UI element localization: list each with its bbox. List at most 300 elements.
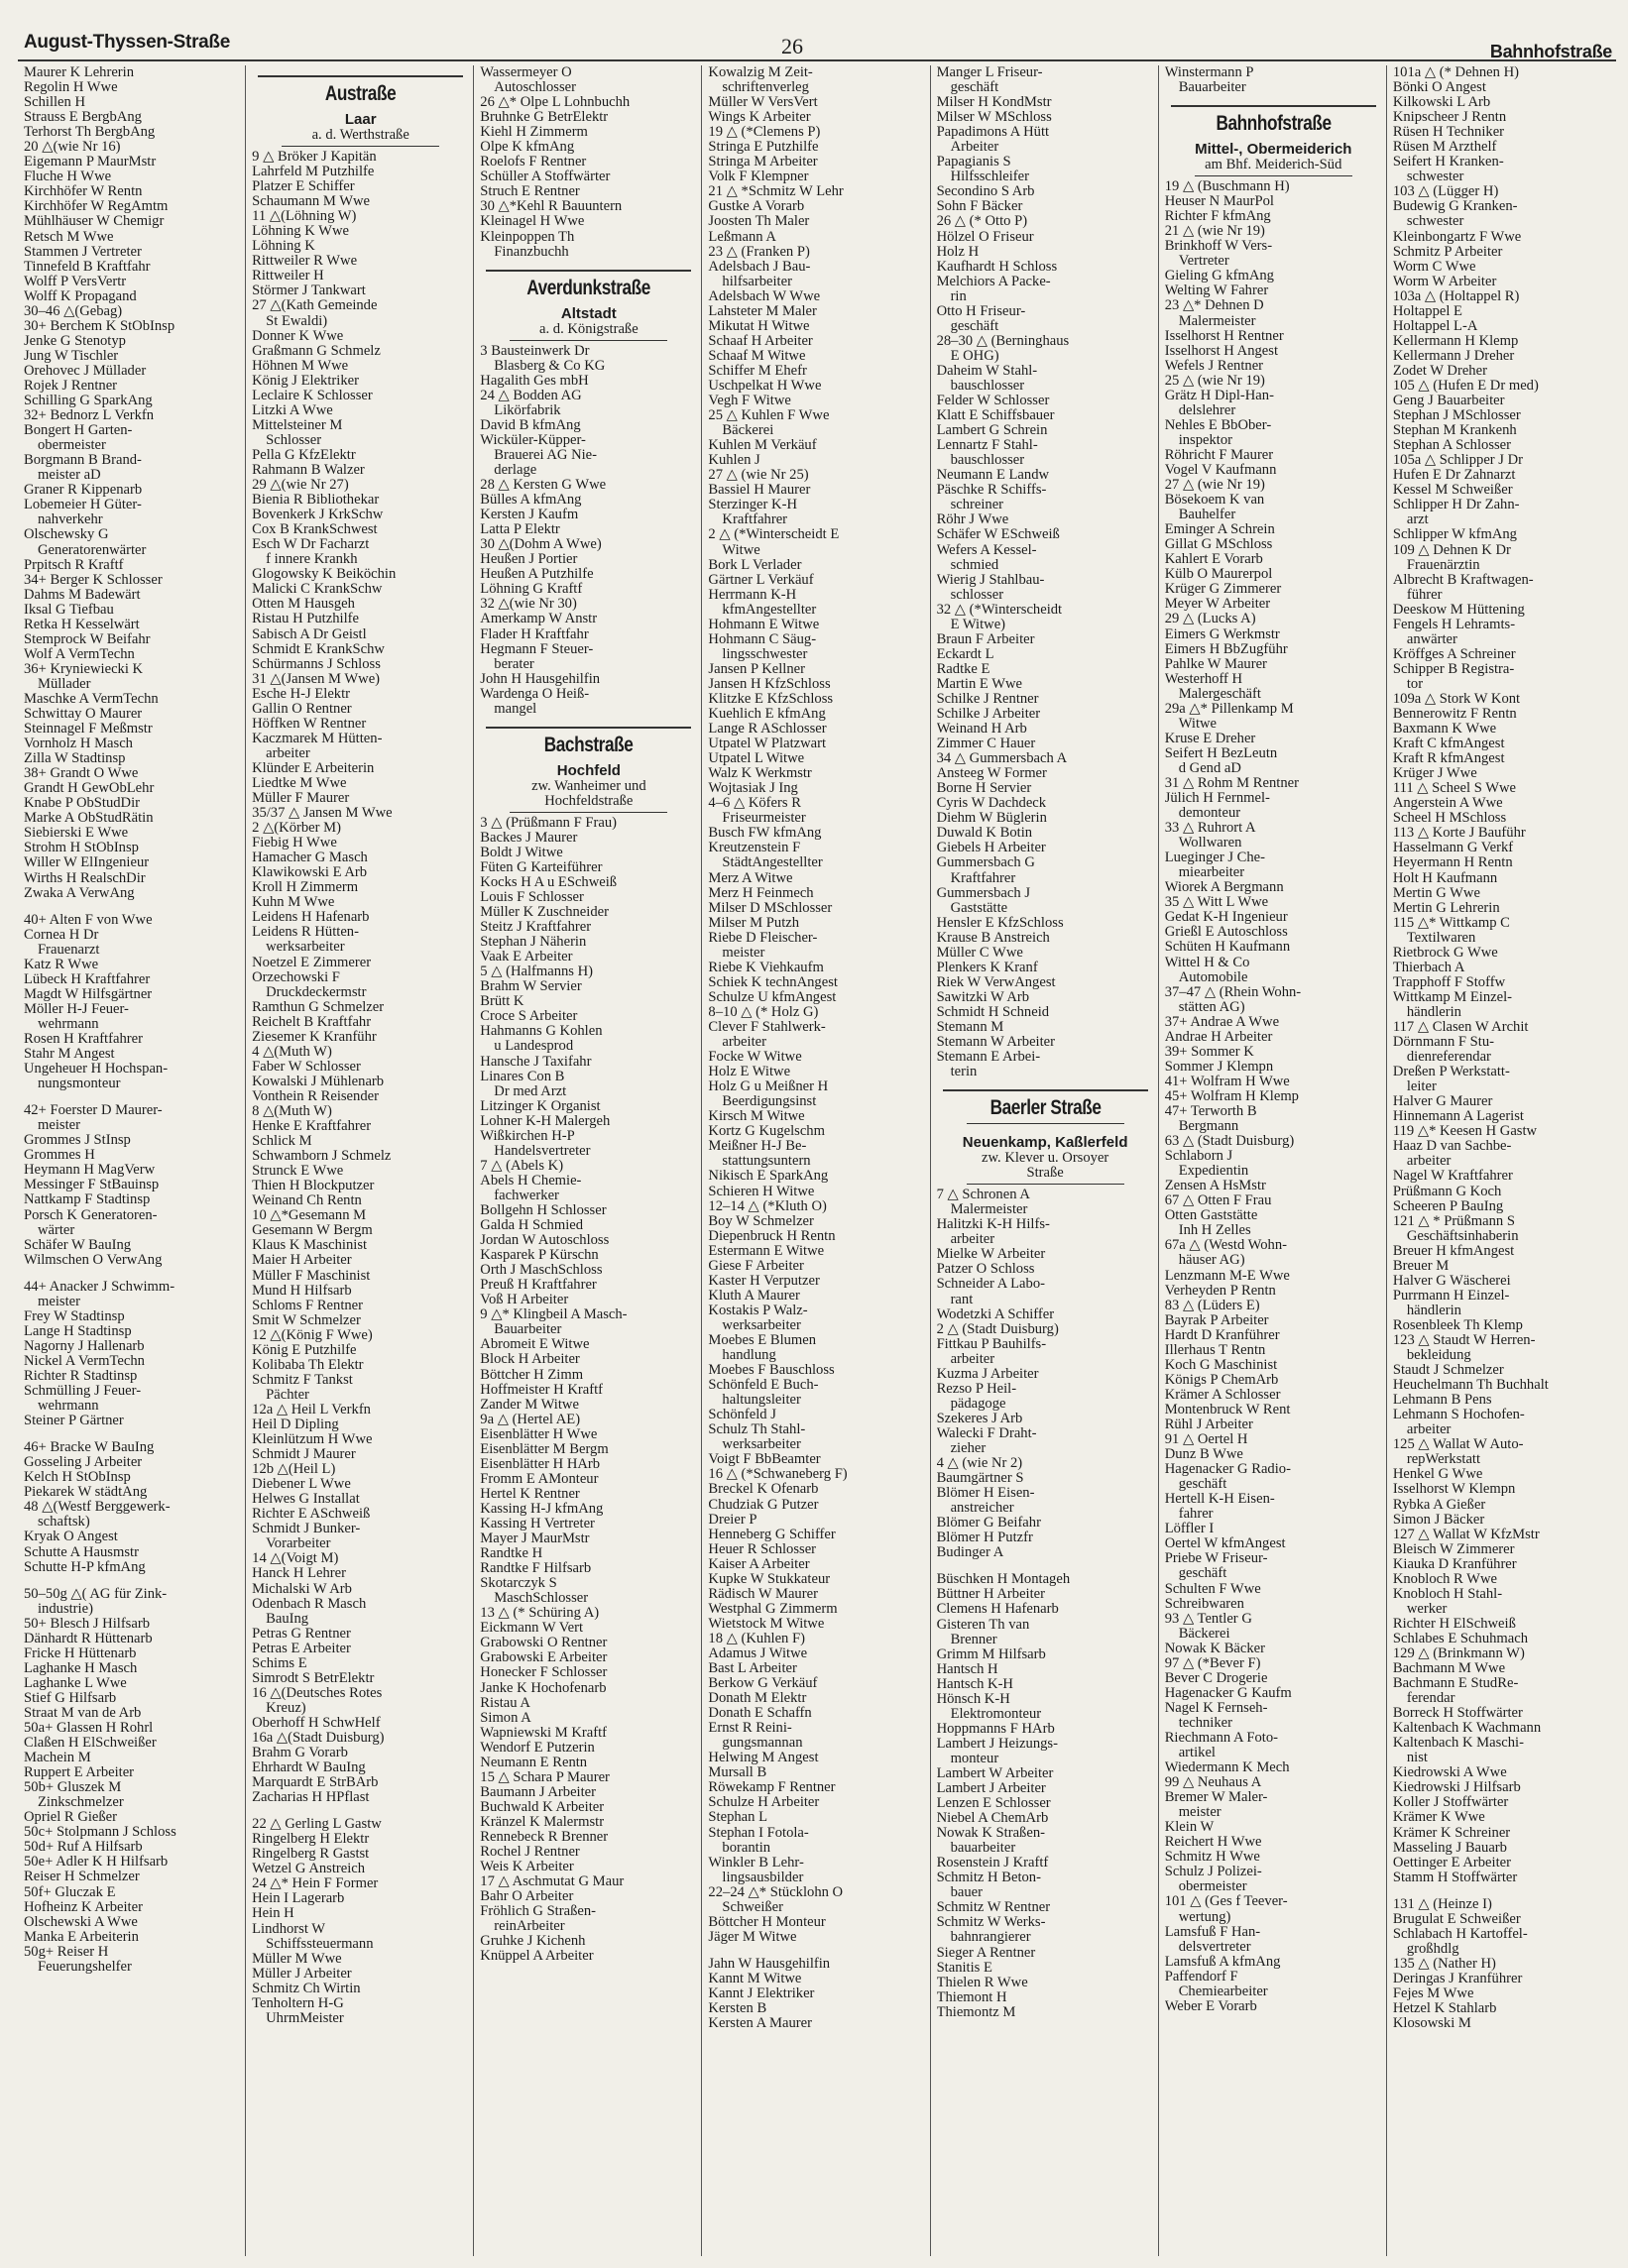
directory-entry: Hagenacker G Radio- [1164, 1462, 1291, 1478]
directory-entry: Schmidt E KrankSchw [252, 641, 385, 657]
directory-entry: Riebe K Viehkaufm [708, 960, 824, 975]
directory-entry: 20 △(wie Nr 16) [24, 140, 121, 156]
directory-entry: 111 △ Scheel S Wwe [1392, 781, 1517, 797]
directory-entry: Riechmann A Foto- [1164, 1730, 1279, 1746]
directory-entry: Rochel J Rentner [480, 1845, 580, 1861]
directory-entry: Kraft C kfmAngest [1392, 737, 1505, 752]
entry-continuation: kfmAngestellter [722, 602, 817, 618]
directory-entry: Kersten J Kaufm [480, 508, 579, 523]
directory-entry: Holz H [936, 244, 980, 260]
directory-entry: Rittweiler H [252, 269, 324, 284]
directory-entry: Adamus J Witwe [708, 1645, 808, 1661]
directory-entry: Lamsfuß F Han- [1164, 1924, 1261, 1940]
entry-continuation: Druckdeckermstr [266, 984, 367, 1000]
directory-entry: Klatt E Schiffsbauer [936, 408, 1055, 424]
spacer [1393, 1885, 1610, 1897]
directory-entry: Brahm W Servier [480, 979, 582, 995]
directory-entry: Stemprock W Beifahr [24, 631, 151, 647]
entry-continuation: anwärter [1406, 631, 1457, 647]
directory-entry: 9 △* Klingbeil A Masch- [480, 1307, 628, 1323]
street-location: Hochfeldstraße [544, 792, 634, 809]
directory-entry: Stief G Hilfsarb [24, 1690, 117, 1706]
directory-entry: Maier H Arbeiter [252, 1253, 352, 1269]
directory-entry: Breuer M [1392, 1258, 1450, 1274]
street-underline [967, 1123, 1124, 1124]
directory-entry: Jülich H Fernmel- [1164, 791, 1270, 807]
directory-entry: Nattkamp F Stadtinsp [24, 1192, 151, 1208]
directory-entry: Retsch M Wwe [24, 229, 114, 245]
directory-entry: Knobloch R Wwe [1392, 1571, 1497, 1587]
entry-continuation: leiter [1406, 1079, 1437, 1095]
directory-entry: Isselhorst H Angest [1164, 343, 1279, 359]
directory-entry: Siebierski E Wwe [24, 826, 129, 842]
directory-entry: 29 △(wie Nr 27) [252, 478, 349, 494]
entry-continuation: wärter [38, 1222, 75, 1238]
directory-entry: Wirths H RealschDir [24, 870, 146, 886]
entry-continuation: Wollwaren [1178, 836, 1242, 851]
directory-entry: Schlipper H Dr Zahn- [1392, 498, 1520, 513]
entry-continuation: Finanzbuchh [494, 244, 569, 260]
directory-entry: Schönfeld J [708, 1408, 776, 1423]
directory-entry: Maurer K Lehrerin [24, 65, 135, 80]
directory-entry: Pahlke W Maurer [1164, 656, 1267, 672]
directory-entry: Amerkamp W Anstr [480, 612, 598, 627]
entry-continuation: Friseurmeister [722, 811, 806, 827]
entry-continuation: großhdlg [1406, 1941, 1459, 1957]
directory-entry: Ungeheuer H Hochspan- [24, 1062, 169, 1077]
entry-continuation: werker [1406, 1601, 1448, 1617]
directory-entry: Linares Con B [480, 1069, 565, 1084]
directory-entry: Kowalzig M Zeit- [708, 65, 813, 80]
directory-entry: 103a △ (Holtappel R) [1392, 288, 1520, 304]
directory-entry: Kupke W Stukkateur [708, 1571, 831, 1587]
directory-entry: Hagenacker G Kaufm [1164, 1685, 1292, 1701]
directory-entry: 19 △ (Buschmann H) [1164, 179, 1290, 195]
entry-continuation: arbeiter [722, 1035, 766, 1051]
directory-entry: Deeskow M Hüttening [1392, 602, 1525, 618]
directory-entry: Stringa E Putzhilfe [708, 140, 819, 156]
directory-entry: 119 △* Keesen H Gastw [1392, 1124, 1538, 1140]
directory-entry: Donner K Wwe [252, 328, 344, 344]
directory-entry: Wendorf E Putzerin [480, 1740, 595, 1756]
directory-entry: Hansche J Taxifahr [480, 1054, 592, 1070]
directory-entry: Gustke A Vorarb [708, 199, 805, 215]
directory-entry: 41+ Wolfram H Wwe [1164, 1074, 1290, 1089]
entry-continuation: Geschäftsinhaberin [1406, 1228, 1519, 1244]
directory-entry: Steiner P Gärtner [24, 1414, 124, 1429]
directory-entry: 37–47 △ (Rhein Wohn- [1164, 984, 1302, 1000]
entry-continuation: rant [950, 1292, 974, 1307]
directory-entry: Otten M Hausgeh [252, 597, 355, 613]
directory-entry: 3 △ (Prüßmann F Frau) [480, 815, 617, 831]
entry-continuation: Brenner [950, 1632, 997, 1647]
directory-entry: Bayrak P Arbeiter [1164, 1312, 1269, 1328]
directory-entry: Hohmann C Säug- [708, 631, 817, 647]
directory-entry: König E Putzhilfe [252, 1342, 357, 1358]
entry-continuation: bahnrangierer [950, 1930, 1031, 1946]
directory-entry: Büttner H Arbeiter [936, 1587, 1045, 1603]
directory-entry: Ziesemer K Kranführ [252, 1029, 377, 1045]
directory-entry: Walecki F Draht- [936, 1425, 1037, 1441]
directory-entry: Neumann E Rentn [480, 1755, 588, 1770]
directory-entry: Terhorst Th BergbAng [24, 125, 156, 141]
directory-entry: Chudziak G Putzer [708, 1497, 819, 1513]
entry-continuation: arbeiter [1406, 1422, 1452, 1438]
entry-continuation: BauIng [266, 1611, 309, 1627]
entry-continuation: meister [38, 1294, 80, 1309]
directory-entry: Odenbach R Masch [252, 1596, 367, 1612]
directory-entry: Brugulat E Schweißer [1392, 1911, 1521, 1927]
directory-entry: Zilla W Stadtinsp [24, 751, 126, 767]
directory-entry: Roelofs F Rentner [480, 155, 587, 170]
directory-entry: Wassermeyer O [480, 65, 572, 80]
entry-continuation: Expedientin [1178, 1164, 1249, 1180]
directory-entry: Lenzen E Schlosser [936, 1796, 1051, 1812]
directory-entry: Weber E Vorarb [1164, 1998, 1257, 2014]
entry-continuation: bauschlosser [950, 453, 1025, 469]
entry-continuation: werksarbeiter [266, 940, 345, 956]
directory-entry: Sabisch A Dr Geistl [252, 626, 367, 642]
directory-entry: Busch FW kfmAng [708, 826, 822, 842]
directory-entry: Holtappel L-A [1392, 318, 1478, 334]
entry-continuation: Arbeiter [950, 140, 999, 156]
directory-entry: 2 △ (*Winterscheidt E [708, 527, 840, 543]
directory-entry: Müller F Maurer [252, 791, 350, 807]
directory-entry: 38+ Grandt O Wwe [24, 766, 139, 782]
street-underline [510, 812, 667, 813]
directory-entry: Holz G u Meißner H [708, 1079, 829, 1095]
directory-entry: Milser D MSchlosser [708, 900, 833, 916]
entry-continuation: reinArbeiter [494, 1919, 565, 1935]
entry-continuation: geschäft [950, 318, 999, 334]
directory-entry: 28–30 △ (Berninghaus [936, 333, 1070, 349]
directory-entry: Worm C Wwe [1392, 259, 1476, 275]
directory-entry: Thien H Blockputzer [252, 1179, 375, 1194]
directory-entry: Grießl E Autoschloss [1164, 925, 1288, 941]
directory-entry: Vonthein R Reisender [252, 1088, 379, 1104]
entry-continuation: Gaststätte [950, 900, 1008, 916]
directory-entry: 121 △ * Prüßmann S [1392, 1213, 1515, 1229]
directory-entry: Hagalith Ges mbH [480, 373, 589, 389]
directory-entry: Wiorek A Bergmann [1164, 880, 1284, 896]
directory-entry: Kaster H Verputzer [708, 1273, 820, 1289]
entry-continuation: werksarbeiter [722, 1437, 801, 1453]
directory-entry: Staudt J Schmelzer [1392, 1363, 1504, 1379]
directory-entry: Dreier P [708, 1512, 757, 1528]
directory-entry: Orth J MaschSchloss [480, 1263, 603, 1279]
directory-entry: 50e+ Adler K H Hilfsarb [24, 1855, 169, 1871]
directory-entry: Moebes F Bauschloss [708, 1363, 835, 1379]
directory-entry: Hahmanns G Kohlen [480, 1024, 603, 1040]
directory-entry: 32+ Bednorz L Verkfn [24, 408, 155, 424]
directory-entry: 12 △(König F Wwe) [252, 1327, 373, 1343]
directory-entry: 50b+ Gluszek M [24, 1780, 122, 1796]
entry-continuation: industrie) [38, 1601, 93, 1617]
directory-entry: Blömer H Putzfr [936, 1531, 1033, 1546]
directory-entry: Steitz J Kraftfahrer [480, 920, 592, 936]
directory-entry: Wierig J Stahlbau- [936, 572, 1045, 588]
directory-entry: 91 △ Oertel H [1164, 1432, 1248, 1448]
directory-entry: Priebe W Friseur- [1164, 1551, 1268, 1567]
directory-entry: Klein W [1164, 1820, 1215, 1836]
directory-entry: Litzki A Wwe [252, 402, 333, 418]
directory-entry: Fiebig H Wwe [252, 836, 337, 851]
directory-entry: Schlabach H Kartoffel- [1392, 1926, 1528, 1942]
directory-entry: Kreutzenstein F [708, 841, 801, 856]
directory-entry: Hofheinz K Arbeiter [24, 1899, 143, 1915]
directory-entry: Niebel A ChemArb [936, 1811, 1049, 1827]
directory-entry: Krüger J Wwe [1392, 766, 1477, 782]
directory-entry: Kessel M Schweißer [1392, 483, 1513, 499]
directory-entry: Nagorny J Hallenarb [24, 1338, 145, 1354]
directory-entry: 8 △(Muth W) [252, 1104, 332, 1119]
directory-entry: Louis F Schlosser [480, 890, 584, 906]
directory-entry: Rahmann B Walzer [252, 462, 365, 478]
directory-entry: Päschke R Schiffs- [936, 483, 1047, 499]
directory-entry: 27 △(Kath Gemeinde [252, 298, 378, 314]
directory-entry: 34 △ Gummersbach A [936, 751, 1068, 767]
directory-entry: Messinger F StBauinsp [24, 1178, 160, 1193]
directory-entry: Papadimons A Hütt [936, 125, 1050, 141]
directory-entry: Schüten H Kaufmann [1164, 940, 1291, 956]
directory-entry: Löhning K Wwe [252, 224, 349, 240]
directory-entry: Schiffer M Ehefr [708, 363, 807, 379]
directory-entry: Grandt H GewObLehr [24, 781, 155, 797]
directory-entry: 29 △ (Lucks A) [1164, 612, 1256, 627]
directory-entry: Baumann J Arbeiter [480, 1784, 597, 1800]
directory-entry: Jäger M Witwe [708, 1929, 797, 1945]
entry-continuation: Vertreter [1178, 254, 1229, 270]
directory-entry: Kahlert E Vorarb [1164, 552, 1263, 568]
page-number: 26 [781, 34, 803, 58]
directory-entry: Stemann M [936, 1020, 1004, 1035]
entry-continuation: Schweißer [722, 1899, 784, 1915]
entry-continuation: rin [950, 288, 967, 304]
directory-entry: 39+ Sommer K [1164, 1044, 1254, 1060]
district-name: Neuenkamp, Kaßlerfeld [962, 1134, 1128, 1152]
entry-continuation: UhrmMeister [266, 2010, 344, 2026]
directory-entry: Gillat G MSchloss [1164, 537, 1273, 553]
directory-entry: Rennebeck R Brenner [480, 1829, 609, 1845]
directory-entry: 99 △ Neuhaus A [1164, 1775, 1262, 1791]
directory-entry: Kocks H A u ESchweiß [480, 874, 618, 890]
directory-entry: 23 △* Dehnen D [1164, 298, 1264, 314]
directory-entry: 4–6 △ Köfers R [708, 796, 801, 812]
directory-entry: Opriel R Gießer [24, 1810, 118, 1826]
directory-entry: 37+ Andrae A Wwe [1164, 1014, 1280, 1030]
directory-entry: Stemann W Arbeiter [936, 1035, 1055, 1051]
directory-entry: Röhr J Wwe [936, 512, 1009, 528]
directory-entry: Schlipper W kfmAng [1392, 527, 1517, 543]
directory-entry: Schönfeld E Buch- [708, 1378, 819, 1394]
entry-continuation: Frauenärztin [1406, 557, 1480, 573]
directory-entry: Braun F Arbeiter [936, 631, 1035, 647]
directory-entry: Reiser H Schmelzer [24, 1870, 140, 1885]
directory-entry: Strunck E Wwe [252, 1164, 344, 1180]
directory-entry: Manger L Friseur- [936, 65, 1043, 80]
entry-continuation: handlung [722, 1348, 776, 1364]
spacer [24, 1428, 241, 1440]
directory-entry: Fromm E AMonteur [480, 1471, 599, 1487]
directory-entry: Hegmann F Steuer- [480, 641, 594, 657]
entry-continuation: meister [38, 1118, 80, 1134]
entry-continuation: Malergeschäft [1178, 686, 1261, 702]
directory-entry: Oertel W kfmAngest [1164, 1536, 1286, 1552]
directory-entry: 31 △(Jansen M Wwe) [252, 671, 381, 687]
directory-entry: Schilke J Arbeiter [936, 707, 1041, 723]
entry-continuation: Kraftfahrer [950, 870, 1016, 886]
directory-entry: Machein M [24, 1751, 91, 1766]
directory-entry: Stephan A Schlosser [1392, 438, 1512, 454]
entry-continuation: ferendar [1406, 1691, 1455, 1707]
directory-entry: Tinnefeld B Kraftfahr [24, 259, 151, 275]
directory-entry: Schmitz Ch Wirtin [252, 1981, 361, 1996]
directory-entry: Eckardt L [936, 646, 994, 662]
directory-entry: 35/37 △ Jansen M Wwe [252, 806, 393, 822]
entry-continuation: zieher [950, 1440, 987, 1456]
directory-entry: Milser H KondMstr [936, 95, 1052, 111]
directory-entry: 18 △ (Kuhlen F) [708, 1631, 805, 1646]
directory-entry: Henneberg G Schiffer [708, 1527, 836, 1542]
directory-entry: Esch W Dr Facharzt [252, 537, 370, 553]
directory-entry: Richter E ASchweiß [252, 1507, 371, 1523]
directory-entry: Jahn W Hausgehilfin [708, 1956, 831, 1972]
directory-entry: Gallin O Rentner [252, 701, 352, 717]
street-heading [1165, 105, 1382, 176]
directory-entry: Lübeck H Kraftfahrer [24, 971, 151, 987]
directory-entry: Mund H Hilfsarb [252, 1283, 352, 1299]
directory-entry: Böttcher H Monteur [708, 1914, 826, 1930]
directory-entry: Grabowski O Rentner [480, 1636, 608, 1651]
spacer [24, 1575, 241, 1587]
directory-entry: Magdt W Hilfsgärtner [24, 986, 153, 1002]
entry-continuation: schmied [950, 557, 999, 573]
entry-continuation: Bergmann [1178, 1119, 1239, 1135]
entry-continuation: delsvertreter [1178, 1939, 1251, 1955]
directory-entry: Prüßmann G Koch [1392, 1184, 1502, 1199]
directory-entry: Orzechowski F [252, 969, 340, 985]
directory-entry: Abels H Chemie- [480, 1173, 582, 1189]
directory-entry: 25 △ (wie Nr 19) [1164, 373, 1265, 389]
directory-entry: 46+ Bracke W BauIng [24, 1440, 155, 1456]
directory-entry: 13 △ (* Schüring A) [480, 1606, 600, 1622]
directory-entry: Herrmann K-H [708, 587, 797, 603]
directory-entry: Kirsch M Witwe [708, 1109, 805, 1125]
entry-continuation: geschäft [1178, 1477, 1227, 1493]
directory-entry: Jung W Tischler [24, 348, 119, 364]
directory-entry: Kaltenbach K Maschi- [1392, 1736, 1524, 1752]
directory-entry: Kortz G Kugelschm [708, 1124, 825, 1140]
directory-entry: Orehovec J Müllader [24, 363, 147, 379]
column-5 [930, 65, 1158, 2256]
directory-entry: Adelsbach J Bau- [708, 259, 811, 275]
directory-entry: 23 △ (Franken P) [708, 244, 810, 260]
directory-entry: Struch E Rentner [480, 184, 580, 200]
entry-continuation: meister aD [38, 468, 101, 484]
directory-entry: Regolin H Wwe [24, 80, 118, 96]
directory-entry: Richter R Stadtinsp [24, 1368, 138, 1384]
entry-continuation: Autoschlosser [494, 80, 576, 96]
street-name: Bachstraße [544, 733, 634, 756]
entry-continuation: haltungsleiter [722, 1393, 801, 1409]
directory-entry: 16 △ (*Schwaneberg F) [708, 1467, 848, 1483]
directory-entry: Hohmann E Witwe [708, 617, 820, 632]
directory-entry: 101 △ (Ges f Teever- [1164, 1894, 1288, 1910]
entry-continuation: schlosser [950, 587, 1004, 603]
directory-entry: Schulze U kfmAngest [708, 989, 837, 1005]
directory-entry: Klitzke E KfzSchloss [708, 691, 834, 707]
entry-continuation: miearbeiter [1178, 865, 1245, 881]
directory-entry: Leclaire K Schlosser [252, 388, 373, 403]
directory-entry: Cornea H Dr [24, 927, 99, 943]
directory-entry: Gruhke J Kichenh [480, 1934, 586, 1950]
column-3 [473, 65, 701, 2256]
directory-entry: Kränzel K Malermstr [480, 1814, 605, 1830]
directory-entry: Boldt J Witwe [480, 845, 563, 860]
directory-entry: Masseling J Bauarb [1392, 1840, 1507, 1856]
directory-entry: Gummersbach G [936, 855, 1035, 871]
directory-entry: Heuchelmann Th Buchhalt [1392, 1378, 1549, 1394]
entry-continuation: bauschlosser [950, 378, 1025, 394]
directory-entry: Ristau A [480, 1695, 530, 1711]
directory-entry: Wojtasiak J Ing [708, 781, 798, 797]
directory-entry: Worm W Arbeiter [1392, 274, 1497, 289]
directory-entry: Kellermann H Klemp [1392, 333, 1519, 349]
directory-entry: Stephan L [708, 1810, 768, 1826]
entry-continuation: nist [1406, 1751, 1428, 1766]
directory-entry: Volk F Klempner [708, 170, 809, 185]
directory-entry: Sterzinger K-H [708, 498, 797, 513]
directory-entry: 36+ Kryniewiecki K [24, 661, 144, 677]
directory-entry: Weinand Ch Rentn [252, 1193, 362, 1209]
directory-entry: 22 △ Gerling L Gastw [252, 1817, 382, 1833]
entry-continuation: lingsschwester [722, 646, 808, 662]
directory-entry: 9 △ Bröker J Kapitän [252, 150, 377, 165]
entry-continuation: Beerdigungsinst [722, 1094, 817, 1110]
directory-entry: Isselhorst W Klempn [1392, 1482, 1516, 1498]
directory-entry: Kuzma J Arbeiter [936, 1366, 1039, 1382]
directory-entry: Lange R ASchlosser [708, 722, 827, 737]
directory-entry: Heil D Dipling [252, 1417, 339, 1432]
directory-entry: Baxmann K Wwe [1392, 722, 1497, 737]
directory-entry: 113 △ Korte J Bauführ [1392, 826, 1526, 842]
directory-entry: Wings K Arbeiter [708, 110, 811, 126]
directory-entry: Croce S Arbeiter [480, 1009, 578, 1025]
directory-entry: Schmitz F Tankst [252, 1372, 353, 1388]
directory-entry: König J Elektriker [252, 373, 359, 389]
directory-entry: Müller K Zuschneider [480, 905, 609, 921]
directory-entry: 24 △ Bodden AG [480, 388, 582, 403]
directory-entry: Krämer K Wwe [1392, 1810, 1485, 1826]
directory-entry: Schutte H-P kfmAng [24, 1559, 146, 1575]
directory-entry: Eimers H BbZugführ [1164, 641, 1288, 657]
directory-entry: Kelch H StObInsp [24, 1470, 131, 1486]
directory-entry: Lahrfeld M Putzhilfe [252, 165, 375, 180]
directory-entry: Felder W Schlosser [936, 394, 1050, 409]
entry-continuation: mangel [494, 701, 537, 717]
entry-continuation: hilfsarbeiter [722, 274, 792, 289]
directory-entry: Martin E Wwe [936, 676, 1023, 692]
directory-entry: 12–14 △ (*Kluth O) [708, 1198, 827, 1214]
directory-entry: 3 Bausteinwerk Dr [480, 343, 590, 359]
directory-entry: Hetzel K Stahlarb [1392, 2001, 1497, 2017]
entry-continuation: Schiffssteuermann [266, 1936, 374, 1952]
directory-entry: Moebes E Blumen [708, 1332, 817, 1348]
directory-entry: Randtke F Hilfsarb [480, 1561, 592, 1577]
directory-entry: 109 △ Dehnen K Dr [1392, 542, 1511, 558]
directory-entry: Rybka A Gießer [1392, 1497, 1486, 1513]
directory-entry: Rosenstein J Kraftf [936, 1856, 1049, 1871]
